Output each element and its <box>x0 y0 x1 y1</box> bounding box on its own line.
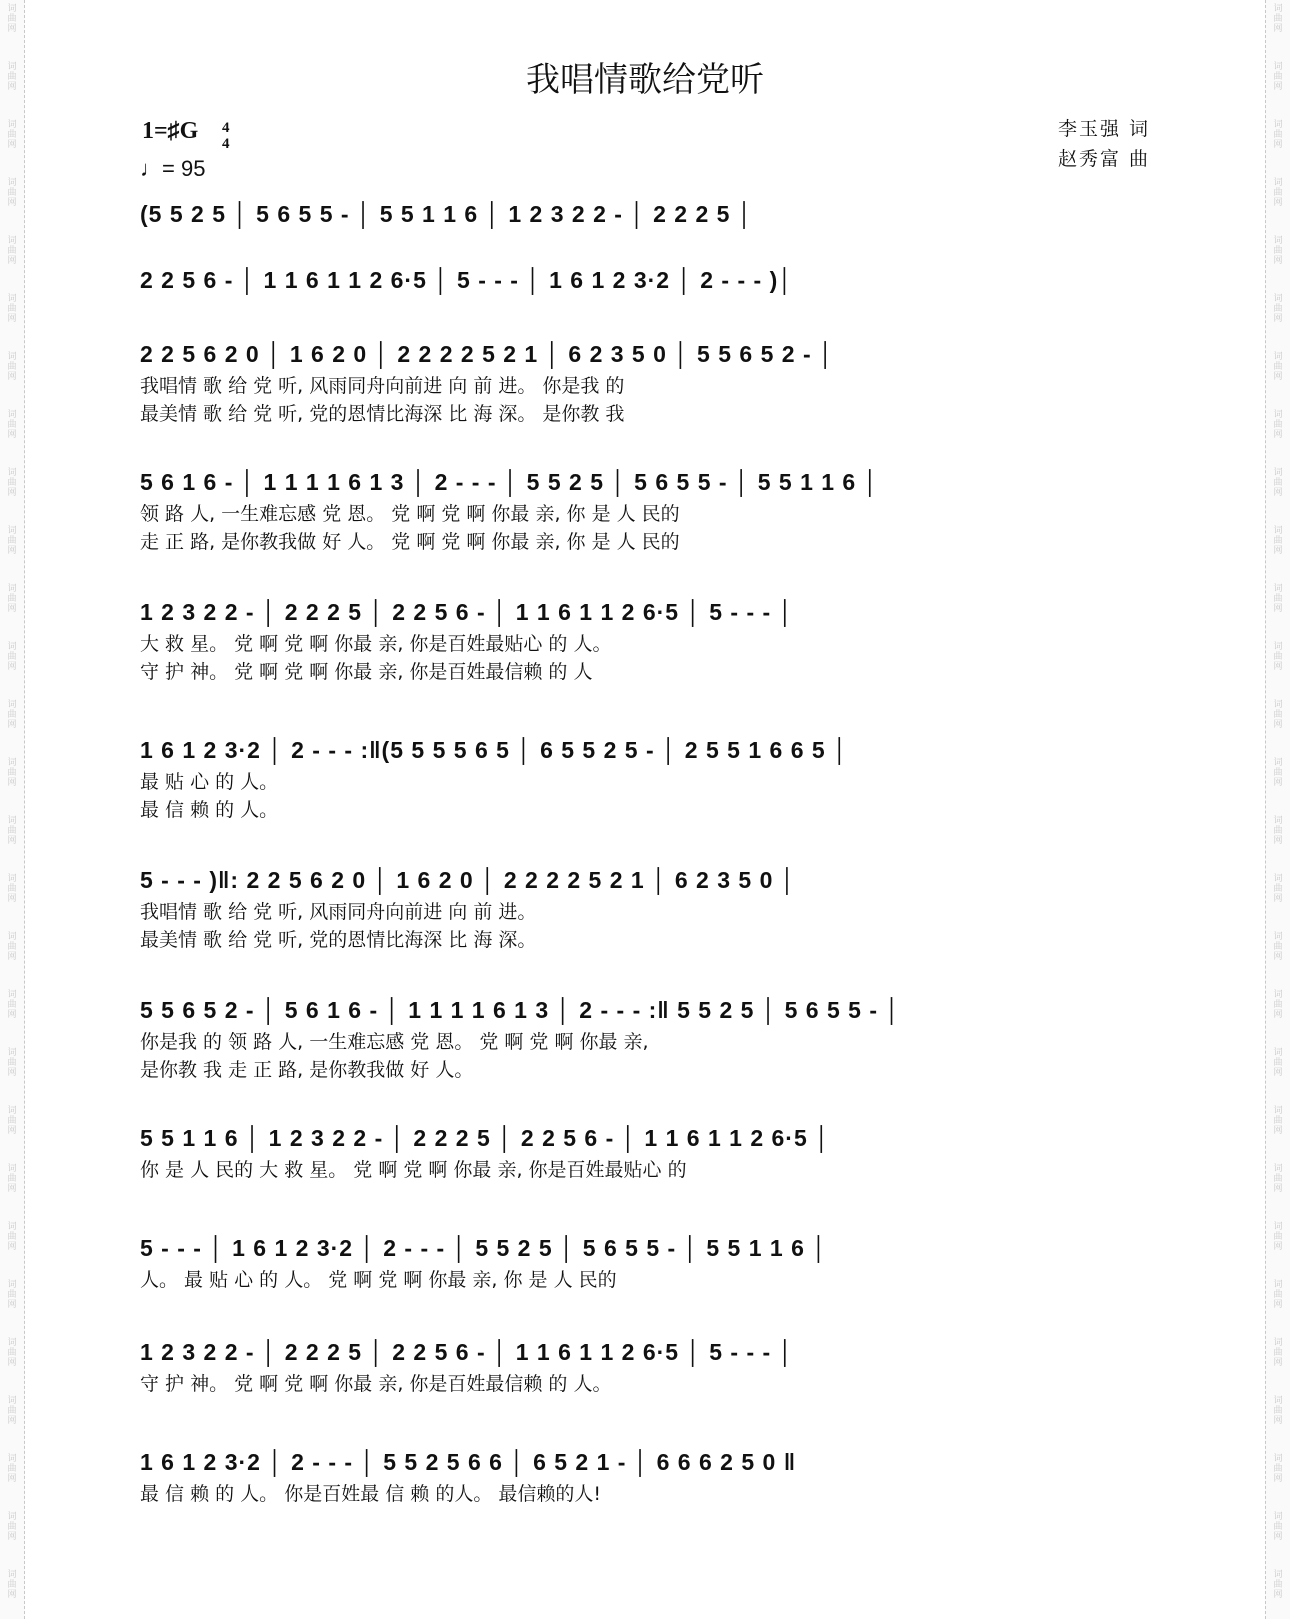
watermark-stamp: 词曲网 <box>7 932 17 962</box>
watermark-stamp: 词曲网 <box>7 1512 17 1542</box>
watermark-stamp: 词曲网 <box>1273 1048 1283 1078</box>
watermark-stamp: 词曲网 <box>1273 758 1283 788</box>
watermark-stamp: 词曲网 <box>7 4 17 34</box>
watermark-stamp: 词曲网 <box>1273 642 1283 672</box>
watermark-stamp: 词曲网 <box>1273 62 1283 92</box>
notation-line: 1 6 1 2 3·2 │ 2 - - - │ 5 5 2 5 6 6 │ 6 5 2 1 - │ 6 6 6 2 5 0 ‖ <box>140 1449 797 1475</box>
watermark-stamp: 词曲网 <box>7 1338 17 1368</box>
watermark-stamp: 词曲网 <box>1273 816 1283 846</box>
watermark-stamp: 词曲网 <box>7 816 17 846</box>
notation-line: 1 6 1 2 3·2 │ 2 - - - :‖(5 5 5 5 6 5 │ 6 5 5 2 5 - │ 2 5 5 1 6 6 5 │ <box>140 737 849 763</box>
watermark-stamp: 词曲网 <box>1273 1454 1283 1484</box>
watermark-stamp: 词曲网 <box>7 236 17 266</box>
watermark-stamp: 词曲网 <box>1273 526 1283 556</box>
lyric-line: 最 信 赖 的 人。 <box>140 799 279 821</box>
watermark-stamp: 词曲网 <box>7 758 17 788</box>
lyric-line: 最美情 歌 给 党 听, 党的恩情比海深 比 海 深。 是你教 我 <box>140 403 625 425</box>
watermark-stamp: 词曲网 <box>1273 1512 1283 1542</box>
notation-line: 5 5 6 5 2 - │ 5 6 1 6 - │ 1 1 1 1 6 1 3 │ 2 - - - :‖ 5 5 2 5 │ 5 6 5 5 - │ <box>140 997 901 1023</box>
right-margin-strip <box>1265 0 1290 1619</box>
watermark-stamp: 词曲网 <box>1273 1164 1283 1194</box>
watermark-stamp: 词曲网 <box>7 642 17 672</box>
notation-line: 1 2 3 2 2 - │ 2 2 2 5 │ 2 2 5 6 - │ 1 1 6 1 1 2 6·5 │ 5 - - - │ <box>140 599 794 625</box>
notation-line: 2 2 5 6 2 0 │ 1 6 2 0 │ 2 2 2 2 5 2 1 │ 6 2 3 5 0 │ 5 5 6 5 2 - │ <box>140 341 835 367</box>
watermark-stamp: 词曲网 <box>7 1396 17 1426</box>
notation-line: 2 2 5 6 - │ 1 1 6 1 1 2 6·5 │ 5 - - - │ 1 6 1 2 3·2 │ 2 - - - )│ <box>140 267 794 293</box>
notation-line: 5 - - - │ 1 6 1 2 3·2 │ 2 - - - │ 5 5 2 5 │ 5 6 5 5 - │ 5 5 1 1 6 │ <box>140 1235 828 1261</box>
time-signature-bottom: 4 <box>222 136 230 152</box>
watermark-stamp: 词曲网 <box>7 178 17 208</box>
watermark-stamp: 词曲网 <box>1273 1280 1283 1310</box>
watermark-stamp: 词曲网 <box>7 120 17 150</box>
watermark-stamp: 词曲网 <box>7 1570 17 1600</box>
watermark-stamp: 词曲网 <box>7 1048 17 1078</box>
composer: 赵秀富 曲 <box>1057 148 1150 170</box>
watermark-stamp: 词曲网 <box>1273 1570 1283 1600</box>
watermark-stamp: 词曲网 <box>7 1164 17 1194</box>
watermark-stamp: 词曲网 <box>7 990 17 1020</box>
watermark-stamp: 词曲网 <box>1273 236 1283 266</box>
watermark-stamp: 词曲网 <box>1273 932 1283 962</box>
watermark-stamp: 词曲网 <box>7 874 17 904</box>
watermark-stamp: 词曲网 <box>1273 468 1283 498</box>
watermark-stamp: 词曲网 <box>1273 294 1283 324</box>
song-title: 我唱情歌给党听 <box>526 60 764 100</box>
watermark-stamp: 词曲网 <box>7 1454 17 1484</box>
lyric-line: 人。 最 贴 心 的 人。 党 啊 党 啊 你最 亲, 你 是 人 民的 <box>140 1269 617 1291</box>
watermark-stamp: 词曲网 <box>7 468 17 498</box>
watermark-stamp: 词曲网 <box>7 1280 17 1310</box>
lyric-line: 我唱情 歌 给 党 听, 风雨同舟向前进 向 前 进。 <box>140 901 537 923</box>
lyric-line: 领 路 人, 一生难忘感 党 恩。 党 啊 党 啊 你最 亲, 你 是 人 民的 <box>140 503 680 525</box>
key-signature: 1=♯G <box>142 118 199 144</box>
tempo-marking: ♩= 95 <box>140 156 206 181</box>
lyric-line: 走 正 路, 是你教我做 好 人。 党 啊 党 啊 你最 亲, 你 是 人 民的 <box>140 531 680 553</box>
notation-line: 5 5 1 1 6 │ 1 2 3 2 2 - │ 2 2 2 5 │ 2 2 5 6 - │ 1 1 6 1 1 2 6·5 │ <box>140 1125 831 1151</box>
watermark-stamp: 词曲网 <box>1273 1338 1283 1368</box>
watermark-stamp: 词曲网 <box>1273 1106 1283 1136</box>
credits <box>1058 114 1150 174</box>
lyric-line: 最美情 歌 给 党 听, 党的恩情比海深 比 海 深。 <box>140 929 537 951</box>
left-margin-strip <box>0 0 25 1619</box>
watermark-stamp: 词曲网 <box>1273 584 1283 614</box>
watermark-stamp: 词曲网 <box>7 352 17 382</box>
lyric-line: 你 是 人 民的 大 救 星。 党 啊 党 啊 你最 亲, 你是百姓最贴心 的 <box>140 1159 687 1181</box>
notation-line: 1 2 3 2 2 - │ 2 2 2 5 │ 2 2 5 6 - │ 1 1 6 1 1 2 6·5 │ 5 - - - │ <box>140 1339 794 1365</box>
lyric-line: 我唱情 歌 给 党 听, 风雨同舟向前进 向 前 进。 你是我 的 <box>140 375 625 397</box>
watermark-stamp: 词曲网 <box>1273 4 1283 34</box>
lyric-line: 最 贴 心 的 人。 <box>140 771 279 793</box>
watermark-stamp: 词曲网 <box>7 584 17 614</box>
watermark-stamp: 词曲网 <box>1273 1222 1283 1252</box>
notation-line: (5 5 2 5 │ 5 6 5 5 - │ 5 5 1 1 6 │ 1 2 3 2 2 - │ 2 2 2 5 │ <box>140 201 754 227</box>
lyric-line: 大 救 星。 党 啊 党 啊 你最 亲, 你是百姓最贴心 的 人。 <box>140 633 612 655</box>
watermark-stamp: 词曲网 <box>1273 874 1283 904</box>
watermark-stamp: 词曲网 <box>7 294 17 324</box>
watermark-stamp: 词曲网 <box>7 526 17 556</box>
time-signature <box>222 120 230 152</box>
watermark-stamp: 词曲网 <box>7 62 17 92</box>
watermark-stamp: 词曲网 <box>7 1106 17 1136</box>
watermark-stamp: 词曲网 <box>1273 120 1283 150</box>
lyric-line: 守 护 神。 党 啊 党 啊 你最 亲, 你是百姓最信赖 的 人。 <box>140 1373 612 1395</box>
watermark-stamp: 词曲网 <box>1273 700 1283 730</box>
lyric-line: 是你教 我 走 正 路, 是你教我做 好 人。 <box>140 1059 474 1081</box>
watermark-stamp: 词曲网 <box>1273 178 1283 208</box>
lyric-line: 最 信 赖 的 人。 你是百姓最 信 赖 的人。 最信赖的人! <box>140 1483 601 1505</box>
lyric-line: 守 护 神。 党 啊 党 啊 你最 亲, 你是百姓最信赖 的 人 <box>140 661 593 683</box>
lyricist: 李玉强 词 <box>1057 118 1150 140</box>
watermark-stamp: 词曲网 <box>1273 410 1283 440</box>
watermark-stamp: 词曲网 <box>1273 352 1283 382</box>
lyric-line: 你是我 的 领 路 人, 一生难忘感 党 恩。 党 啊 党 啊 你最 亲, <box>140 1031 649 1053</box>
watermark-stamp: 词曲网 <box>1273 1396 1283 1426</box>
watermark-stamp: 词曲网 <box>1273 990 1283 1020</box>
notation-line: 5 - - - )‖: 2 2 5 6 2 0 │ 1 6 2 0 │ 2 2 2 2 5 2 1 │ 6 2 3 5 0 │ <box>140 867 797 893</box>
watermark-stamp: 词曲网 <box>7 1222 17 1252</box>
watermark-stamp: 词曲网 <box>7 700 17 730</box>
watermark-stamp: 词曲网 <box>7 410 17 440</box>
notation-line: 5 6 1 6 - │ 1 1 1 1 6 1 3 │ 2 - - - │ 5 5 2 5 │ 5 6 5 5 - │ 5 5 1 1 6 │ <box>140 469 879 495</box>
time-signature-top: 4 <box>222 120 230 136</box>
